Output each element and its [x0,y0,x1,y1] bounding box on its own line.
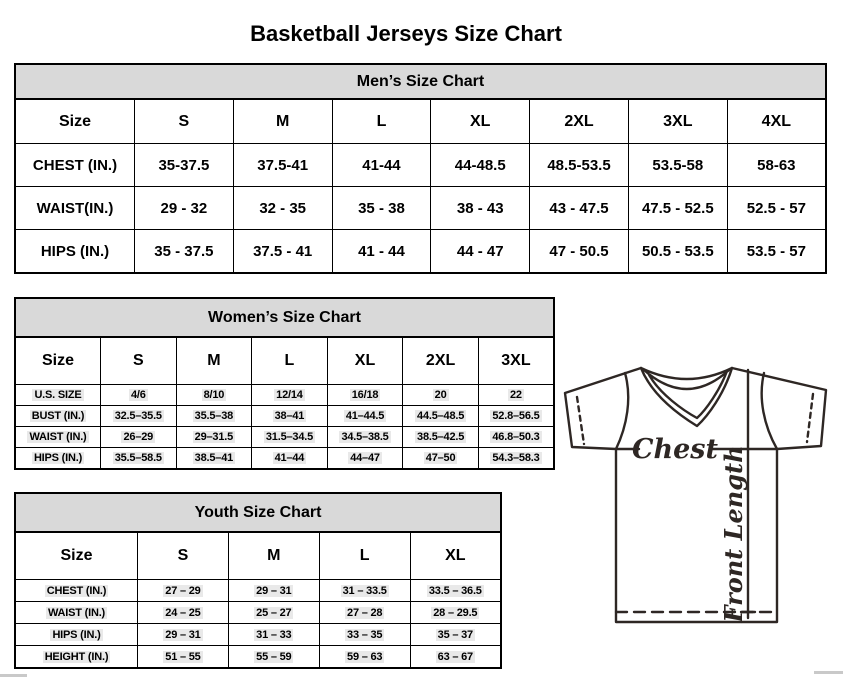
cell-text: U.S. SIZE [34,389,82,401]
cell-text: 41–44 [274,452,305,464]
size-value-cell [138,646,229,669]
measurement-row [15,602,501,624]
size-value-cell: 32 - 35 [233,187,332,230]
size-value-cell [410,624,501,646]
row-label [15,602,138,624]
youth-size-table [14,531,502,669]
size-value-cell [478,448,554,470]
column-header: S [135,99,234,144]
size-value-cell: 43 - 47.5 [530,187,629,230]
size-value-cell [403,427,479,448]
size-value-cell [403,448,479,470]
size-value-cell: 35 - 37.5 [135,230,234,274]
column-header: 3XL [628,99,727,144]
cell-text: 44–47 [350,452,380,464]
size-value-cell: 48.5-53.5 [530,144,629,187]
column-header: 2XL [530,99,629,144]
size-value-cell [138,624,229,646]
cell-text: 46.8–50.3 [492,431,540,443]
cell-text: 33.5 – 36.5 [428,584,482,597]
cell-text: 32.5–35.5 [114,410,162,422]
cell-text: WAIST (IN.) [29,431,87,443]
youth-size-chart-section [14,492,502,669]
column-header: Size [15,532,138,580]
column-header: S [138,532,229,580]
cell-text: 4/6 [130,389,146,401]
left-cuff-dashed-line [577,397,584,444]
size-value-cell [478,427,554,448]
size-value-cell [410,580,501,602]
row-label: WAIST(IN.) [15,187,135,230]
column-header: XL [327,337,403,385]
size-value-cell: 47 - 50.5 [530,230,629,274]
row-label [15,646,138,669]
cell-text: 41–44.5 [345,410,385,422]
size-value-cell [327,427,403,448]
size-value-cell [319,602,410,624]
cell-text: HIPS (IN.) [33,452,83,464]
page-edge-artifact-left [0,674,27,677]
cell-text: HEIGHT (IN.) [44,650,109,663]
size-value-cell [252,406,328,427]
cell-text: 38–41 [274,410,305,422]
size-value-cell [176,406,252,427]
size-header-row [15,532,501,580]
size-value-cell [478,385,554,406]
mens-size-chart-section [14,63,827,274]
cell-text: 20 [434,389,447,401]
size-value-cell: 37.5 - 41 [233,230,332,274]
column-header: M [228,532,319,580]
size-value-cell [403,385,479,406]
measurement-row [15,230,826,274]
cell-text: 26–29 [123,431,154,443]
column-header: Size [15,99,135,144]
cell-text: 35.5–38 [194,410,234,422]
size-value-cell [410,602,501,624]
cell-text: 38.5–42.5 [417,431,465,443]
cell-text: 24 – 25 [165,606,201,619]
column-header: 2XL [403,337,479,385]
size-value-cell [138,602,229,624]
size-value-cell: 53.5-58 [628,144,727,187]
cell-text: 28 – 29.5 [433,606,478,619]
column-header: Size [15,337,101,385]
size-value-cell [252,448,328,470]
size-value-cell [101,427,177,448]
jersey-outline [565,368,826,622]
womens-chart-title: Women’s Size Chart [14,297,555,338]
size-value-cell: 41 - 44 [332,230,431,274]
cell-text: 63 – 67 [437,650,473,663]
size-value-cell [176,427,252,448]
row-label [15,406,101,427]
size-value-cell: 35 - 38 [332,187,431,230]
right-cuff-dashed-line [807,394,813,442]
size-value-cell [228,580,319,602]
size-value-cell: 41-44 [332,144,431,187]
row-label: CHEST (IN.) [15,144,135,187]
column-header: L [319,532,410,580]
cell-text: 31 – 33 [256,628,292,641]
measurement-row [15,187,826,230]
size-value-cell [101,448,177,470]
cell-text: 31 – 33.5 [342,584,387,597]
size-value-cell [228,624,319,646]
cell-text: 29 – 31 [165,628,201,641]
size-value-cell: 52.5 - 57 [727,187,826,230]
column-header: S [101,337,177,385]
size-value-cell [327,385,403,406]
size-value-cell: 44 - 47 [431,230,530,274]
column-header: L [252,337,328,385]
womens-size-table [14,336,555,470]
mens-size-table [14,98,827,274]
chest-label: Chest [632,434,718,465]
measurement-row [15,427,554,448]
size-value-cell [252,427,328,448]
size-value-cell [101,385,177,406]
row-label [15,427,101,448]
front-length-label: Front Length [719,445,748,623]
womens-size-chart-section [14,297,555,470]
column-header: XL [431,99,530,144]
cell-text: 35.5–58.5 [114,452,162,464]
size-value-cell [138,580,229,602]
measurement-row [15,448,554,470]
size-value-cell: 44-48.5 [431,144,530,187]
size-value-cell: 50.5 - 53.5 [628,230,727,274]
jersey-measurement-diagram [556,360,843,676]
size-value-cell [176,448,252,470]
cell-text: 12/14 [276,389,303,401]
cell-text: 27 – 29 [165,584,201,597]
size-value-cell [319,624,410,646]
left-sleeve-seam [616,373,628,449]
column-header: 4XL [727,99,826,144]
measurement-row [15,646,501,669]
cell-text: 31.5–34.5 [265,431,314,443]
size-value-cell: 47.5 - 52.5 [628,187,727,230]
row-label [15,624,138,646]
size-value-cell [327,406,403,427]
cell-text: 16/18 [351,389,379,401]
cell-text: WAIST (IN.) [47,606,106,619]
column-header: L [332,99,431,144]
size-value-cell: 53.5 - 57 [727,230,826,274]
size-value-cell [327,448,403,470]
measurement-row [15,144,826,187]
cell-text: 8/10 [203,389,225,401]
cell-text: HIPS (IN.) [52,628,101,641]
size-value-cell: 37.5-41 [233,144,332,187]
size-value-cell: 29 - 32 [135,187,234,230]
size-value-cell [228,646,319,669]
size-value-cell [319,580,410,602]
size-value-cell [319,646,410,669]
cell-text: 54.3–58.3 [492,452,540,464]
cell-text: 47–50 [425,452,456,464]
column-header: XL [410,532,501,580]
page-edge-artifact-right [814,671,843,674]
measurement-row [15,385,554,406]
size-header-row [15,99,826,144]
measurement-row [15,406,554,427]
cell-text: 35 – 37 [437,628,473,641]
size-value-cell: 35-37.5 [135,144,234,187]
size-value-cell [176,385,252,406]
column-header: M [176,337,252,385]
cell-text: 33 – 35 [347,628,383,641]
cell-text: 38.5–41 [194,452,234,464]
page-title: Basketball Jerseys Size Chart [250,20,562,46]
cell-text: 29 – 31 [256,584,292,597]
row-label: HIPS (IN.) [15,230,135,274]
column-header: M [233,99,332,144]
size-value-cell [403,406,479,427]
cell-text: 51 – 55 [165,650,201,663]
column-header: 3XL [478,337,554,385]
cell-text: 29–31.5 [194,431,234,443]
youth-chart-title: Youth Size Chart [14,492,502,533]
cell-text: 25 – 27 [256,606,292,619]
right-sleeve-seam [762,373,777,449]
row-label [15,448,101,470]
cell-text: 22 [510,389,522,401]
size-value-cell [101,406,177,427]
cell-text: CHEST (IN.) [46,584,107,597]
size-value-cell: 58-63 [727,144,826,187]
measurement-row [15,580,501,602]
cell-text: 55 – 59 [256,650,292,663]
cell-text: 59 – 63 [347,650,383,663]
cell-text: 52.8–56.5 [492,410,540,422]
row-label [15,580,138,602]
row-label [15,385,101,406]
measurement-row [15,624,501,646]
size-value-cell [228,602,319,624]
cell-text: BUST (IN.) [31,410,85,422]
mens-chart-title: Men’s Size Chart [14,63,827,100]
size-value-cell [478,406,554,427]
size-value-cell: 38 - 43 [431,187,530,230]
size-value-cell [410,646,501,669]
cell-text: 34.5–38.5 [341,431,389,443]
jersey-collar-icon [641,368,732,426]
size-value-cell [252,385,328,406]
cell-text: 44.5–48.5 [417,410,465,422]
cell-text: 27 – 28 [347,606,383,619]
size-header-row [15,337,554,385]
